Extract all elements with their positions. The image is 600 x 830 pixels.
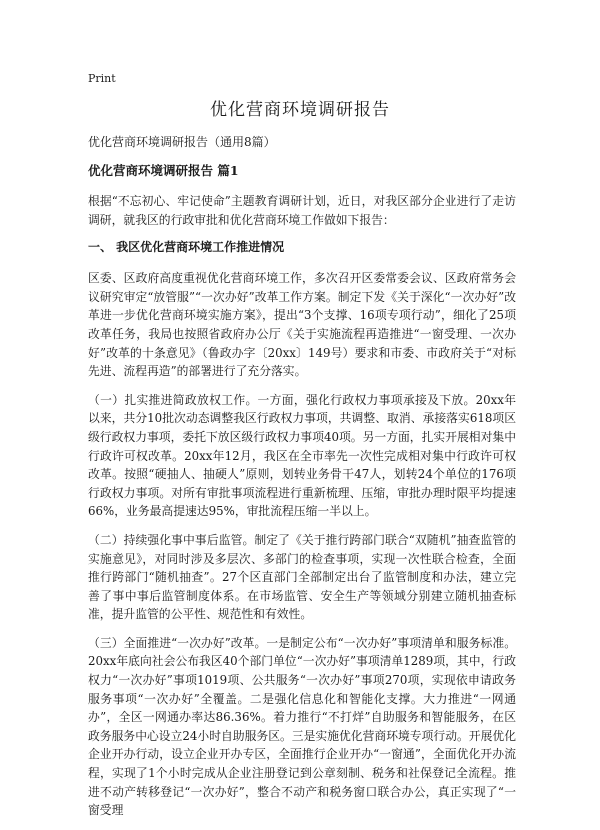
document-body — [88, 134, 516, 830]
print-link[interactable]: Print — [88, 72, 116, 85]
intro-paragraph: 根据“不忘初心、牢记使命”主题教育调研计划，近日，对我区部分企业进行了走访调研，就我区的行政审批和优化营商环境工作做如下报告： — [88, 194, 516, 227]
paragraph-one-stop-service: （三）全面推进“一次办好”改革。一是制定公布“一次办好”事项清单和服务标准。20xx年底向社会公布我区40个部门单位“一次办好”事项清单1289项，其中，行政权力“一次办好”事项1019项、公共服务“一次办好”事项270项，实现依申请政务服务事项“一次办好”全覆盖。二是强化信息化和智能化支撑。大力推进“一网通办”，全区一网通办率达86.36%。着力推行“不打烊”自助服务和智能服务，在区政务服务中心设立24小时自助服务区。三是实施优化营商环境专项行动。开展优化企业开办行动，设立企业开办专区，全面推行企业开办“一窗通”，全面优化开办流程，实现了1个小时完成从企业注册登记到公章刻制、税务和社保登记全流程。推进不动产转移登记“一次办好”，整合不动产和税务窗口联合办公，真正实现了“一窗受理 — [88, 635, 516, 818]
paragraph-decentralization: （一）扎实推进简政放权工作。一方面，强化行政权力事项承接及下放。20xx年以来，共分10批次动态调整我区行政权力事项，共调整、取消、承接落实618项区级行政权力事项，委托下放区级行政权力事项40项。另一方面，扎实开展相对集中行政许可权改革。20xx年12月，我区在全市率先一次性完成相对集中行政许可权改革。按照“硬抽人、抽硬人”原则，划转业务骨干47人，划转24个单位的176项行政权力事项。对所有审批事项流程进行重新梳理、压缩，审批办理时限平均提速66%，业务最高提速达95%，审批流程压缩一半以上。 — [88, 392, 516, 519]
section-title: 优化营商环境调研报告 篇1 — [88, 163, 239, 178]
paragraph-overview: 区委、区政府高度重视优化营商环境工作，多次召开区委常委会议、区政府常务会议研究审定“放管服”“一次办好”改革工作方案。制定下发《关于深化“一次办好”改革进一步优化营商环境实施方案》，提出“3个支撑、16项专项行动”，细化了25项改革任务，我局也按照省政府办公厅《关于实施流程再造推进“一窗受理、一次办好”改革的十条意见》（鲁政办字〔20xx〕149号）要求和市委、市政府关于“对标先进、流程再造”的部署进行了充分落实。 — [88, 271, 516, 379]
document-subtitle: 优化营商环境调研报告（通用8篇） — [88, 135, 276, 149]
document-title: 优化营商环境调研报告 — [210, 100, 390, 120]
paragraph-supervision: （二）持续强化事中事后监管。制定了《关于推行跨部门联合“双随机”抽查监管的实施意见》，对同时涉及多层次、多部门的检查事项，实现一次性联合检查，全面推行跨部门“随机抽查”。27个区直部门全部制定出台了监管制度和办法，建立完善了事中事后监管制度体系。在市场监管、安全生产等领域分别建立随机抽查标准，提升监管的公平性、规范性和有效性。 — [88, 532, 516, 622]
heading-progress: 一、 我区优化营商环境工作推进情况 — [88, 240, 285, 255]
